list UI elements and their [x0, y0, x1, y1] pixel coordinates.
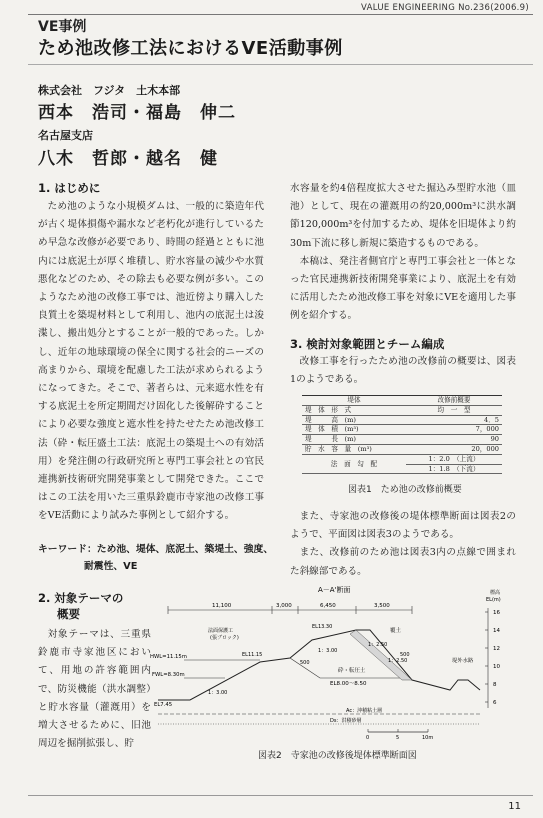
- section-label: A－A'断面: [318, 586, 351, 594]
- right-column-body: [290, 180, 516, 326]
- table-row: [302, 454, 502, 464]
- page-number: 11: [508, 801, 521, 812]
- berm-width-label-2: 500: [400, 652, 410, 658]
- table-row: [302, 444, 502, 454]
- hwl-label: HWL=11.15m: [150, 654, 187, 660]
- scale-label-0: 0: [366, 735, 370, 741]
- section-2-paragraph: 対象テーマは、三重県鈴鹿市寺家池区において、用地の許容範囲内で、防災機能（洪水調整）と貯水容量（灌漑用）を増大させるために、旧池周辺を掘削拡張し、貯: [38, 629, 151, 750]
- keywords-label: キーワード：: [38, 544, 97, 555]
- table-cell: 堤 体 形 式: [302, 405, 406, 415]
- ac-layer-label: Ac：沖積粘土層: [346, 708, 383, 714]
- section-3-body: [290, 508, 516, 581]
- slope-mid-label: 1：3.00: [318, 648, 338, 654]
- table-cell: 堤 高 (m): [302, 415, 406, 425]
- table-1: [302, 395, 502, 474]
- table-cell: 均 一 型: [406, 405, 502, 415]
- el-left-label: EL7.45: [154, 702, 173, 708]
- axis-tick-label: 14: [493, 628, 500, 634]
- coverage-label: 覆土: [390, 628, 402, 634]
- table-1-caption: 図表1 ため池の改修前概要: [348, 485, 462, 495]
- table-cell: 貯 水 容 量 (m³): [302, 444, 406, 454]
- dimension-label: 3,500: [374, 603, 390, 609]
- scale-label-10: 10m: [422, 735, 434, 741]
- article-tag: VE事例: [38, 19, 87, 35]
- table-cell: 7，000: [406, 425, 502, 435]
- fwl-label: FWL=8.30m: [152, 672, 185, 678]
- table-header-row: [302, 396, 502, 406]
- section-2-body: [38, 626, 151, 753]
- dimension-label: 6,450: [320, 603, 336, 609]
- table-row: [302, 425, 502, 435]
- section-3-intro: [290, 353, 516, 389]
- dam-cross-section-figure: [150, 582, 530, 742]
- footer-rule: [28, 795, 533, 796]
- soil-label: 砕・転圧土: [338, 668, 366, 674]
- el-crest-label: EL13.30: [312, 624, 333, 630]
- keywords: [38, 541, 273, 575]
- slope-up-label: 1：3.00: [208, 690, 228, 696]
- section-3-paragraph-3: また、改修前のため池は図表3内の点線で囲まれた斜線部である。: [290, 547, 516, 577]
- slope-down-label-1: 1：2.50: [368, 642, 388, 648]
- table-header-cell: 改修前概要: [406, 396, 502, 406]
- section-3-paragraph-2: また、寺家池の改修後の堤体標準断面は図表2のようで、平面図は図表3のようである。: [290, 511, 516, 541]
- section-1-body: [38, 198, 264, 526]
- keywords-line-1: ため池、堤体、底泥土、築堤土、強度、: [96, 544, 274, 555]
- figure-2-caption: 図表2 寺家池の改修後堤体標準断面図: [258, 751, 417, 761]
- section-3-paragraph-1: 改修工事を行ったため池の改修前の概要は、図表1のようである。: [290, 356, 516, 386]
- table-cell: 20，000: [406, 444, 502, 454]
- drain-label: 堤外水路: [452, 658, 474, 664]
- header-rule: [28, 14, 533, 15]
- table-row: [302, 435, 502, 445]
- axis-tick-label: 6: [493, 700, 497, 706]
- author-names-2: 八木 哲郎・越名 健: [38, 149, 218, 169]
- section-3-title: 3. 検討対象範囲とチーム編成: [290, 337, 445, 351]
- table-cell: 1：1.8 （下流）: [406, 464, 502, 474]
- table-header-cell: 堤体: [302, 396, 406, 406]
- slope-down-label-2: 1：2.50: [388, 658, 408, 664]
- section-1-title: 1. はじめに: [38, 181, 101, 195]
- el-base-label: EL8.00～8.50: [330, 681, 367, 687]
- berm-width-label-1: 500: [300, 660, 310, 666]
- table-cell: 90: [406, 435, 502, 445]
- el-mid-label: EL11.15: [242, 652, 263, 658]
- right-paragraph-1: 水容量を約4倍程度拡大させた掘込み型貯水池（皿池）として、現在の灌漑用の約20,000m³に洪水調節120,000m³を付加するため、堤体を旧堤体より約30m下流に移し新規に築造するものである。: [290, 183, 516, 249]
- ds-layer-label: Ds：洪積砂層: [330, 718, 362, 724]
- axis-unit: EL(m): [486, 597, 501, 603]
- dam-profile: [158, 630, 480, 700]
- section-2-title-line-2: 概要: [57, 607, 80, 621]
- axis-tick-label: 10: [493, 664, 500, 670]
- axis-tick-label: 8: [493, 682, 497, 688]
- protection-label: 法面保護工: [208, 628, 234, 634]
- scale-label-5: 5: [396, 735, 400, 741]
- protection-sub-label: (張ブロック): [210, 635, 239, 641]
- author-company-2: 名古屋支店: [38, 129, 93, 142]
- table-cell: 堤 長 (m): [302, 435, 406, 445]
- section-1-paragraph: ため池のような小規模ダムは、一般的に築造年代が古く堤体損傷や漏水など老朽化が進行しているため早急な改修が必要であり、時間の経過とともに池内には底泥土が厚く堆積し、貯水容量の減少や水質悪化などのため、その除去も必要な例が多い。このようなため池の改修工事では、池近傍より購入した良質土を築堤材料として利用し、池内の底泥土は浚渫し、搬出処分とすることが一般的であった。しかし、近年の地球環境の保全に関する社会的ニーズの高まりから、環境を配慮した工法が求められるようになってきた。そこで、著者らは、元来遮水性を有する底泥土を所定期間だけ固化した後解砕することにより必要な強度と遮水性を持たせたため池改修工法（砕・転圧盛土工法：底泥土の築堤土への有効活用）を発注側の行政研究所と専門工事会社との官民連携新技術研究開発事業として開発できた。ここではこの工法を用いた三重県鈴鹿市寺家池の改修工事をVE活動により試みた事例として紹介する。: [38, 201, 264, 522]
- dimension-label: 3,000: [276, 603, 292, 609]
- author-company-1: 株式会社 フジタ 土木本部: [38, 84, 181, 97]
- axis-ticks: [485, 610, 500, 706]
- table-cell: 法 面 勾 配: [302, 454, 406, 474]
- table-row: [302, 415, 502, 425]
- table-row: [302, 405, 502, 415]
- section-2-title: [38, 590, 123, 622]
- journal-header: VALUE ENGINEERING No.236(2006.9): [361, 3, 529, 13]
- axis-tick-label: 16: [493, 610, 500, 616]
- author-names-1: 西本 浩司・福島 伸二: [38, 103, 236, 123]
- title-rule: [28, 64, 533, 65]
- spec-table: [302, 395, 502, 474]
- keywords-line-2: 耐震性、VE: [84, 561, 138, 572]
- right-paragraph-2: 本稿は、発注者側官庁と専門工事会社と一体となった官民連携新技術開発事業により、底泥土を有効に活用したため池改修工事を対象にVEを適用した事例を紹介する。: [290, 255, 516, 322]
- axis-tick-label: 12: [493, 646, 500, 652]
- article-title: ため池改修工法におけるVE活動事例: [38, 38, 343, 59]
- table-cell: 4．5: [406, 415, 502, 425]
- table-cell: 1：2.0 （上流）: [406, 454, 502, 464]
- section-2-title-line-1: 2. 対象テーマの: [38, 591, 124, 605]
- table-cell: 堤 体 積 (m³): [302, 425, 406, 435]
- dimension-label: 11,100: [212, 603, 232, 609]
- axis-title: 標高: [490, 590, 501, 596]
